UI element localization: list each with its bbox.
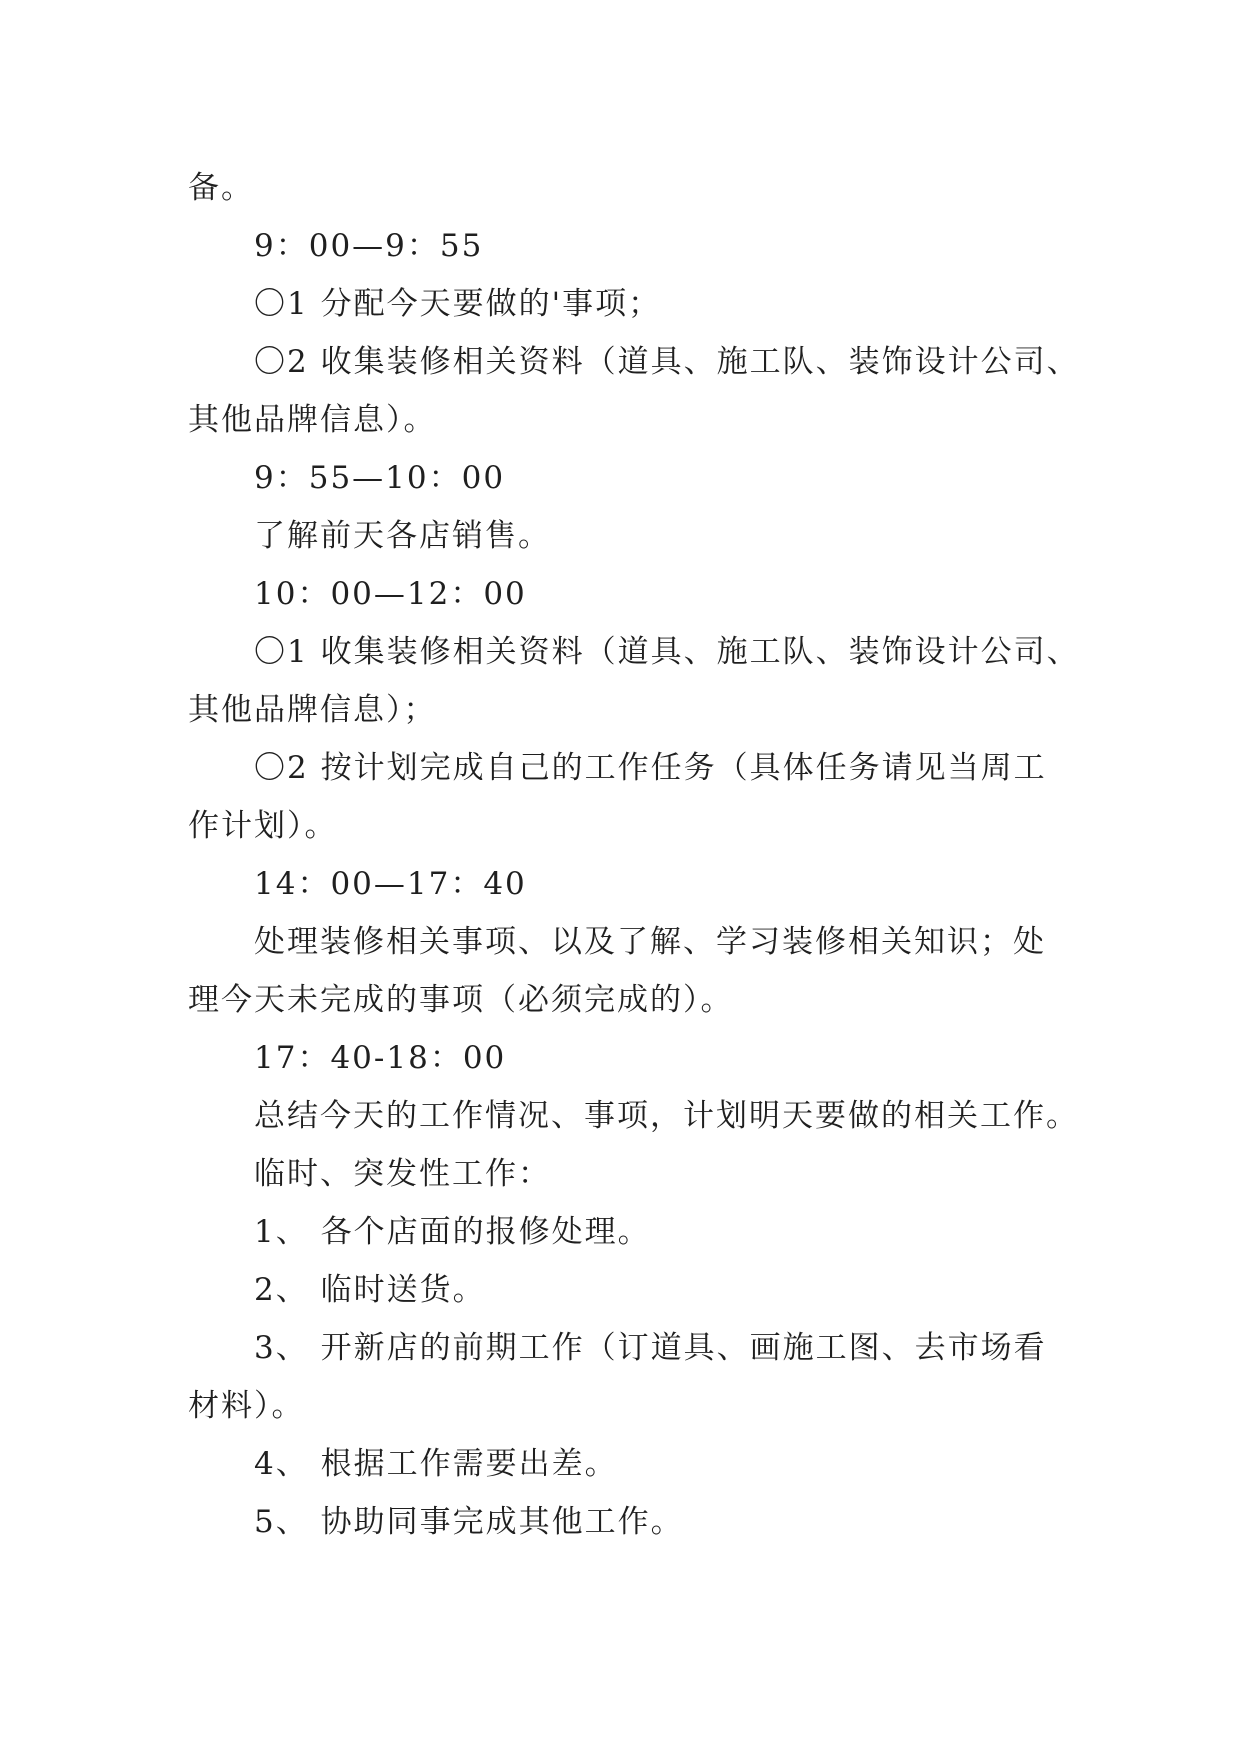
list-item: 5、 协助同事完成其他工作。 xyxy=(254,1504,684,1540)
text-line: 其他品牌信息）； xyxy=(188,692,437,728)
text-line: 〇2 按计划完成自己的工作任务（具体任务请见当周工 xyxy=(254,750,1047,786)
list-item: 2、 临时送货。 xyxy=(254,1272,486,1308)
list-item: 1、 各个店面的报修处理。 xyxy=(254,1214,651,1250)
text-line: 材料）。 xyxy=(188,1388,305,1424)
text-line: 〇1 收集装修相关资料（道具、施工队、装饰设计公司、 xyxy=(254,634,1080,670)
text-line: 〇1 分配今天要做的'事项； xyxy=(254,286,662,322)
text-line: 〇2 收集装修相关资料（道具、施工队、装饰设计公司、 xyxy=(254,344,1080,380)
text-line: 作计划）。 xyxy=(188,808,338,844)
text-line: 备。 xyxy=(188,170,254,206)
time-slot-heading: 10：00—12：00 xyxy=(254,576,527,612)
text-line: 其他品牌信息）。 xyxy=(188,402,437,438)
time-slot-heading: 17：40-18：00 xyxy=(254,1040,507,1076)
text-line: 处理装修相关事项、以及了解、学习装修相关知识；处 xyxy=(254,924,1046,960)
text-line: 理今天未完成的事项（必须完成的）。 xyxy=(188,982,734,1018)
document-body xyxy=(188,159,1080,1551)
section-heading: 临时、突发性工作： xyxy=(254,1156,551,1192)
text-line: 了解前天各店销售。 xyxy=(254,518,551,554)
text-line: 总结今天的工作情况、事项，计划明天要做的相关工作。 xyxy=(254,1098,1079,1134)
time-slot-heading: 9：00—9：55 xyxy=(254,228,484,264)
time-slot-heading: 14：00—17：40 xyxy=(254,866,527,902)
list-item: 3、 开新店的前期工作（订道具、画施工图、去市场看 xyxy=(254,1330,1047,1366)
list-item: 4、 根据工作需要出差。 xyxy=(254,1446,618,1482)
time-slot-heading: 9：55—10：00 xyxy=(254,460,506,496)
